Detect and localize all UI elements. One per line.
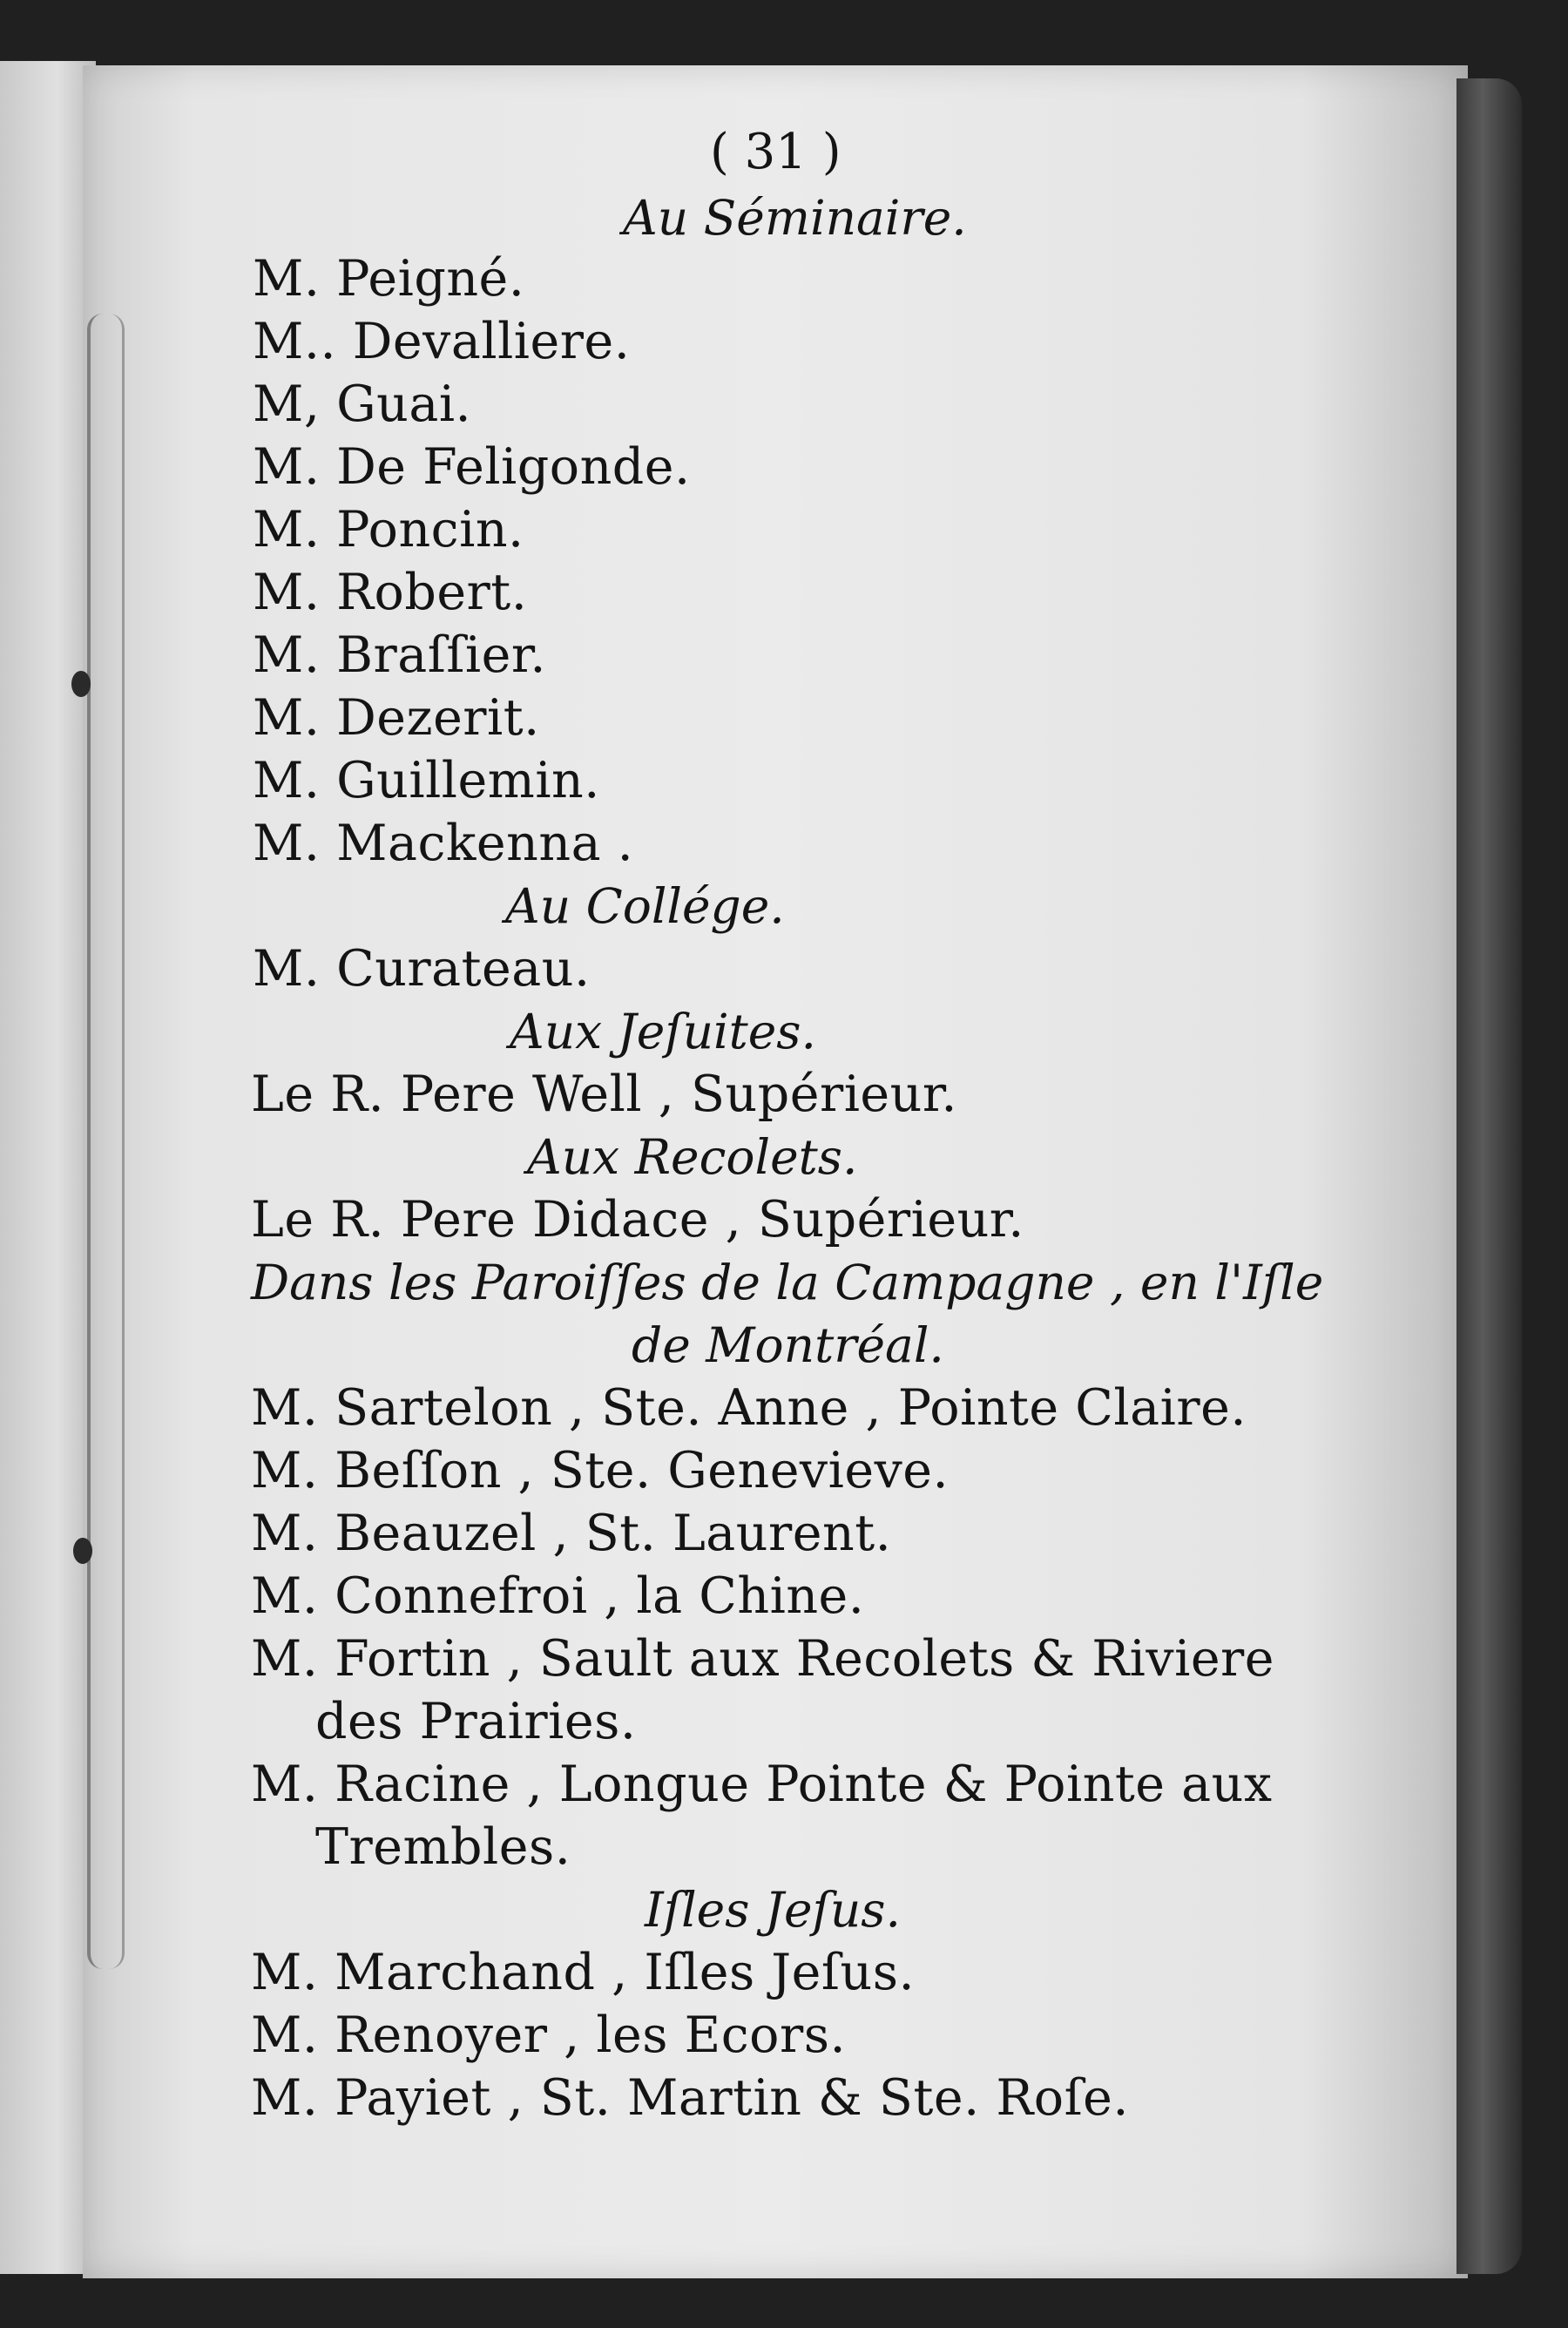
- entry-line: M. De Feligonde.: [253, 438, 691, 496]
- section-heading-recolets: Aux Recolets.: [527, 1129, 858, 1185]
- entry-line: Le R. Pere Didace , Supérieur.: [251, 1191, 1024, 1249]
- entry-line: M. Connefroi , la Chine.: [251, 1567, 865, 1625]
- entry-line: M.. Devalliere.: [253, 313, 631, 370]
- entry-line: M. Racine , Longue Pointe & Pointe aux: [251, 1756, 1273, 1813]
- entry-line: M. Beauzel , St. Laurent.: [251, 1505, 892, 1562]
- entry-line: Le R. Pere Well , Supérieur.: [251, 1066, 957, 1123]
- entry-line: M. Marchand , Iſles Jeſus.: [251, 1944, 916, 2001]
- entry-line: M. Beſſon , Ste. Genevieve.: [251, 1442, 950, 1499]
- entry-line: M. Payiet , St. Martin & Ste. Roſe.: [251, 2069, 1130, 2127]
- entry-line: M. Fortin , Sault aux Recolets & Riviere: [251, 1630, 1275, 1688]
- entry-line: M. Braſſier.: [253, 626, 546, 684]
- entry-line-continuation: des Prairies.: [315, 1693, 637, 1750]
- entry-line: M. Sartelon , Ste. Anne , Pointe Claire.: [251, 1379, 1247, 1437]
- page-number: ( 31 ): [710, 124, 841, 180]
- entry-line: M. Peigné.: [253, 250, 525, 308]
- entry-line: M. Dezerit.: [253, 689, 540, 747]
- entry-line: M. Guillemin.: [253, 752, 600, 809]
- section-heading-college: Au Collége.: [505, 878, 785, 934]
- section-heading-paroisses: Dans les Paroiſſes de la Campagne , en l'Iſle: [251, 1255, 1324, 1310]
- entry-line: M. Mackenna .: [253, 815, 634, 872]
- section-heading-jesuites: Aux Jeſuites.: [510, 1004, 816, 1059]
- section-heading-seminaire: Au Séminaire.: [623, 190, 967, 246]
- entry-line: M, Guai.: [253, 376, 472, 433]
- entry-line-continuation: Trembles.: [315, 1818, 571, 1876]
- section-heading-paroisses-cont: de Montréal.: [632, 1317, 944, 1373]
- entry-line: M. Robert.: [253, 564, 528, 621]
- entry-line: M. Renoyer , les Ecors.: [251, 2007, 847, 2064]
- entry-line: M. Poncin.: [253, 501, 524, 558]
- entry-line: M. Curateau.: [253, 940, 591, 998]
- section-heading-isles-jesus: Iſles Jeſus.: [645, 1882, 902, 1938]
